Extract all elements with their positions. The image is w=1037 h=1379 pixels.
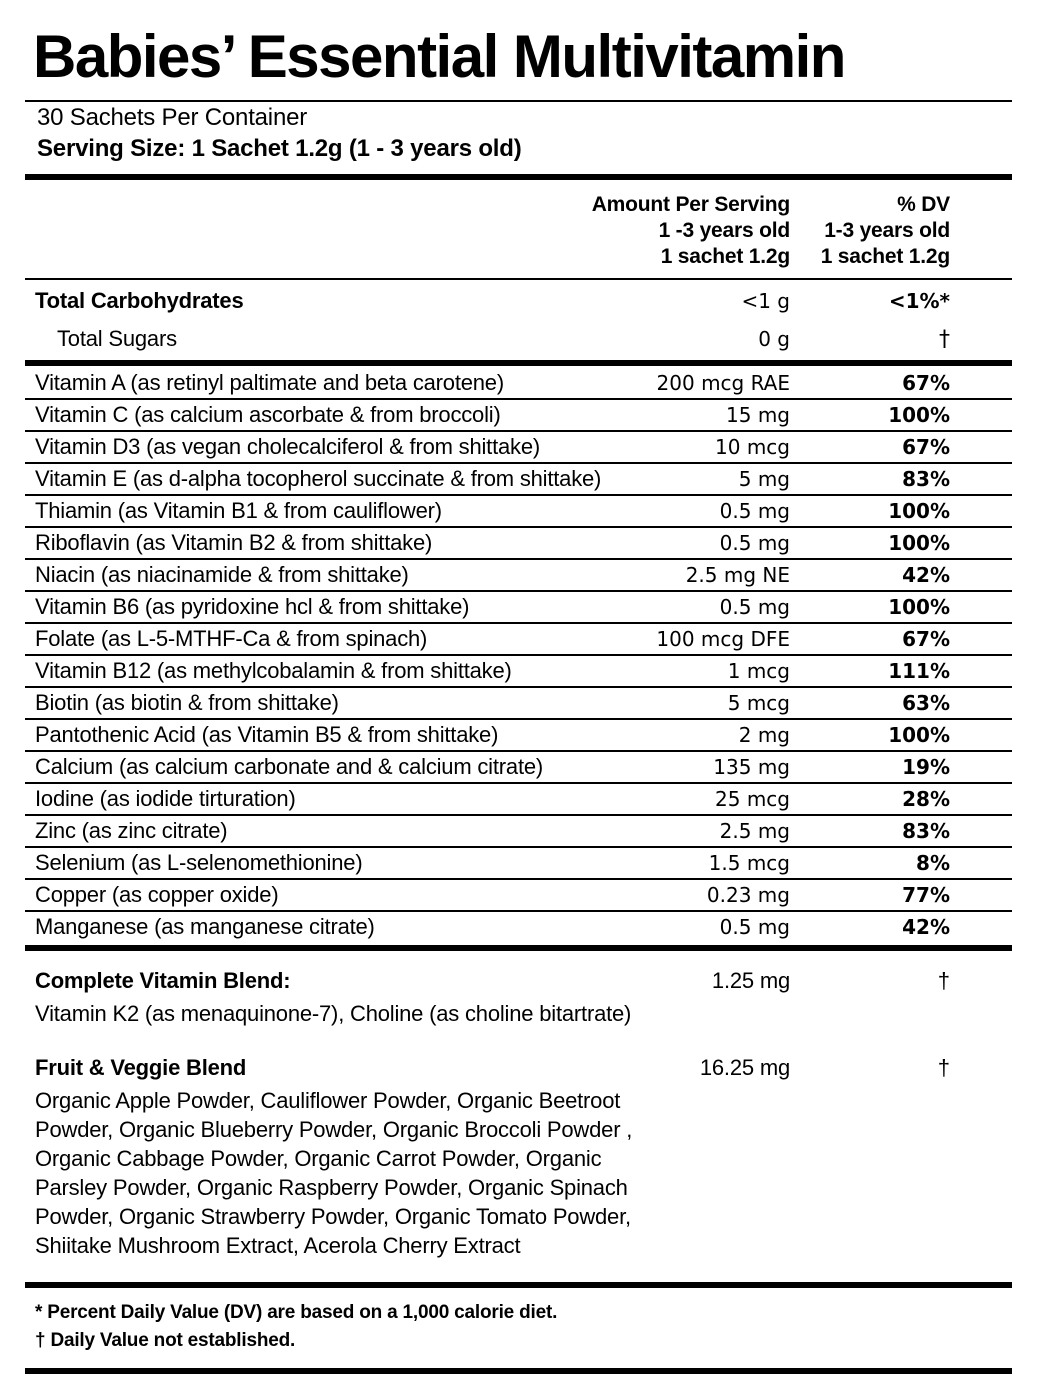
nutrient-dv: 28%: [902, 787, 950, 811]
nutrient-dv: 83%: [902, 819, 950, 843]
dv-header-line: 1-3 years old: [824, 219, 950, 242]
blend: [25, 965, 1012, 1034]
divider-thick: [25, 1368, 1012, 1374]
nutrient-amount: 200 mcg RAE: [656, 371, 790, 395]
nutrient-row: [25, 878, 1012, 910]
nutrient-amount: 10 mcg: [715, 435, 790, 459]
blend-amount: 16.25 mg: [699, 1055, 790, 1080]
nutrient-amount: 1.5 mcg: [708, 851, 790, 875]
blend-name: Fruit & Veggie Blend: [35, 1055, 247, 1080]
nutrient-label: Copper (as copper oxide): [35, 882, 279, 907]
supplement-facts-label: [25, 0, 1012, 1374]
nutrient-label: Folate (as L-5-MTHF-Ca & from spinach): [35, 626, 428, 651]
nutrient-amount: 0.5 mg: [719, 499, 790, 523]
dv-header-line: % DV: [897, 193, 950, 216]
nutrient-row: [25, 622, 1012, 654]
blend: [25, 1034, 1012, 1266]
nutrient-amount: 100 mcg DFE: [656, 627, 790, 651]
nutrient-label: Calcium (as calcium carbonate and & calcium citrate): [35, 754, 544, 779]
nutrient-dv: 42%: [902, 563, 950, 587]
nutrient-dv: 100%: [888, 595, 950, 619]
nutrient-label: Biotin (as biotin & from shittake): [35, 690, 339, 715]
nutrient-dv: 100%: [888, 531, 950, 555]
nutrient-amount: 5 mg: [738, 467, 790, 491]
nutrient-label: Riboflavin (as Vitamin B2 & from shittake): [35, 530, 433, 555]
carb-label: Total Carbohydrates: [35, 288, 244, 313]
nutrient-dv: 8%: [916, 851, 950, 875]
nutrient-row: [25, 718, 1012, 750]
nutrient-row: [25, 430, 1012, 462]
nutrient-dv: 100%: [888, 499, 950, 523]
carb-amount: 0 g: [758, 327, 790, 351]
amount-header-line: 1 -3 years old: [658, 219, 790, 242]
nutrient-dv: 67%: [902, 371, 950, 395]
carb-amount: <1 g: [741, 289, 790, 313]
header-spacer: [25, 192, 592, 270]
nutrient-dv: 67%: [902, 627, 950, 651]
blend-description: Vitamin K2 (as menaquinone-7), Choline (as choline bitartrate): [35, 1001, 632, 1026]
nutrient-row: [25, 590, 1012, 622]
nutrient-amount: 0.5 mg: [719, 915, 790, 939]
nutrient-label: Vitamin A (as retinyl paltimate and beta carotene): [35, 370, 504, 395]
blend-amount: 1.25 mg: [711, 968, 790, 993]
nutrient-row: [25, 814, 1012, 846]
nutrient-amount: 135 mg: [713, 755, 790, 779]
blend-section: [25, 951, 1012, 1282]
nutrient-dv: 67%: [902, 435, 950, 459]
nutrient-row: [25, 526, 1012, 558]
nutrient-label: Thiamin (as Vitamin B1 & from cauliflower): [35, 498, 442, 523]
blend-header: [25, 1052, 1012, 1084]
nutrient-dv: 100%: [888, 723, 950, 747]
amount-header-line: Amount Per Serving: [591, 193, 790, 216]
nutrient-label: Zinc (as zinc citrate): [35, 818, 228, 843]
serving-size: Serving Size: 1 Sachet 1.2g (1 - 3 years old): [37, 135, 522, 162]
nutrient-row: [25, 558, 1012, 590]
nutrient-amount: 2.5 mg: [719, 819, 790, 843]
page-title: Babies’ Essential Multivitamin: [33, 23, 845, 90]
nutrient-row: [25, 846, 1012, 878]
nutrient-row: [25, 750, 1012, 782]
nutrient-amount: 0.5 mg: [719, 595, 790, 619]
nutrient-dv: 77%: [902, 883, 950, 907]
nutrient-dv: 100%: [888, 403, 950, 427]
nutrient-label: Manganese (as manganese citrate): [35, 914, 375, 939]
blend-dv: †: [937, 1055, 950, 1080]
nutrient-amount: 2.5 mg NE: [685, 563, 790, 587]
nutrient-row: [25, 494, 1012, 526]
blend-dv: †: [937, 968, 950, 993]
dv-column-header: [790, 192, 1012, 270]
nutrient-dv: 111%: [888, 659, 950, 683]
carb-row: [25, 320, 1012, 358]
footnotes: [25, 1288, 1012, 1368]
nutrient-label: Pantothenic Acid (as Vitamin B5 & from shittake): [35, 722, 499, 747]
nutrient-label: Vitamin B6 (as pyridoxine hcl & from shittake): [35, 594, 470, 619]
footnote: † Daily Value not established.: [35, 1330, 296, 1351]
nutrient-amount: 0.23 mg: [706, 883, 790, 907]
amount-header-line: 1 sachet 1.2g: [660, 245, 790, 268]
nutrient-row: [25, 654, 1012, 686]
nutrient-amount: 0.5 mg: [719, 531, 790, 555]
blend-header: [25, 965, 1012, 997]
nutrient-row: [25, 368, 1012, 398]
nutrient-dv: 19%: [902, 755, 950, 779]
nutrient-amount: 5 mcg: [727, 691, 790, 715]
carb-label: Total Sugars: [57, 326, 177, 351]
nutrient-label: Vitamin E (as d-alpha tocopherol succinate & from shittake): [35, 466, 602, 491]
nutrient-amount: 1 mcg: [727, 659, 790, 683]
dv-header-line: 1 sachet 1.2g: [820, 245, 950, 268]
nutrient-table: [25, 366, 1012, 945]
carb-dv: <1%*: [888, 289, 950, 313]
nutrient-row: [25, 910, 1012, 942]
nutrient-label: Vitamin C (as calcium ascorbate & from broccoli): [35, 402, 501, 427]
carb-dv: †: [939, 326, 950, 352]
nutrient-label: Vitamin D3 (as vegan cholecalciferol & from shittake): [35, 434, 540, 459]
blend-description: Organic Apple Powder, Cauliflower Powder, Organic Beetroot Powder, Organic Blueberry Powder, Organic Broccoli Powder , Organic Cabbage Powder, Organic Carrot Powder, Organic Parsley Powder, Organic Raspberry Powder, Organic Spinach Powder, Organic Strawberry Powder, Organic Tomato Powder, Shiitake Mushroom Extract, Acerola Cherry Extract: [35, 1088, 633, 1258]
nutrient-label: Selenium (as L-selenomethionine): [35, 850, 363, 875]
table-column-headers: [25, 180, 1012, 278]
nutrient-row: [25, 398, 1012, 430]
nutrient-amount: 15 mg: [726, 403, 790, 427]
carbohydrate-section: [25, 280, 1012, 360]
nutrient-row: [25, 462, 1012, 494]
servings-per-container: 30 Sachets Per Container: [37, 104, 308, 131]
carb-row: [25, 282, 1012, 320]
footnote: * Percent Daily Value (DV) are based on a 1,000 calorie diet.: [35, 1302, 558, 1323]
nutrient-dv: 63%: [902, 691, 950, 715]
nutrient-amount: 25 mcg: [715, 787, 790, 811]
nutrient-row: [25, 686, 1012, 718]
nutrient-label: Vitamin B12 (as methylcobalamin & from shittake): [35, 658, 512, 683]
nutrient-label: Niacin (as niacinamide & from shittake): [35, 562, 409, 587]
nutrient-dv: 83%: [902, 467, 950, 491]
amount-column-header: [592, 192, 790, 270]
nutrient-row: [25, 782, 1012, 814]
blend-name: Complete Vitamin Blend:: [35, 968, 291, 993]
nutrient-dv: 42%: [902, 915, 950, 939]
nutrient-amount: 2 mg: [738, 723, 790, 747]
nutrient-label: Iodine (as iodide tirturation): [35, 786, 296, 811]
